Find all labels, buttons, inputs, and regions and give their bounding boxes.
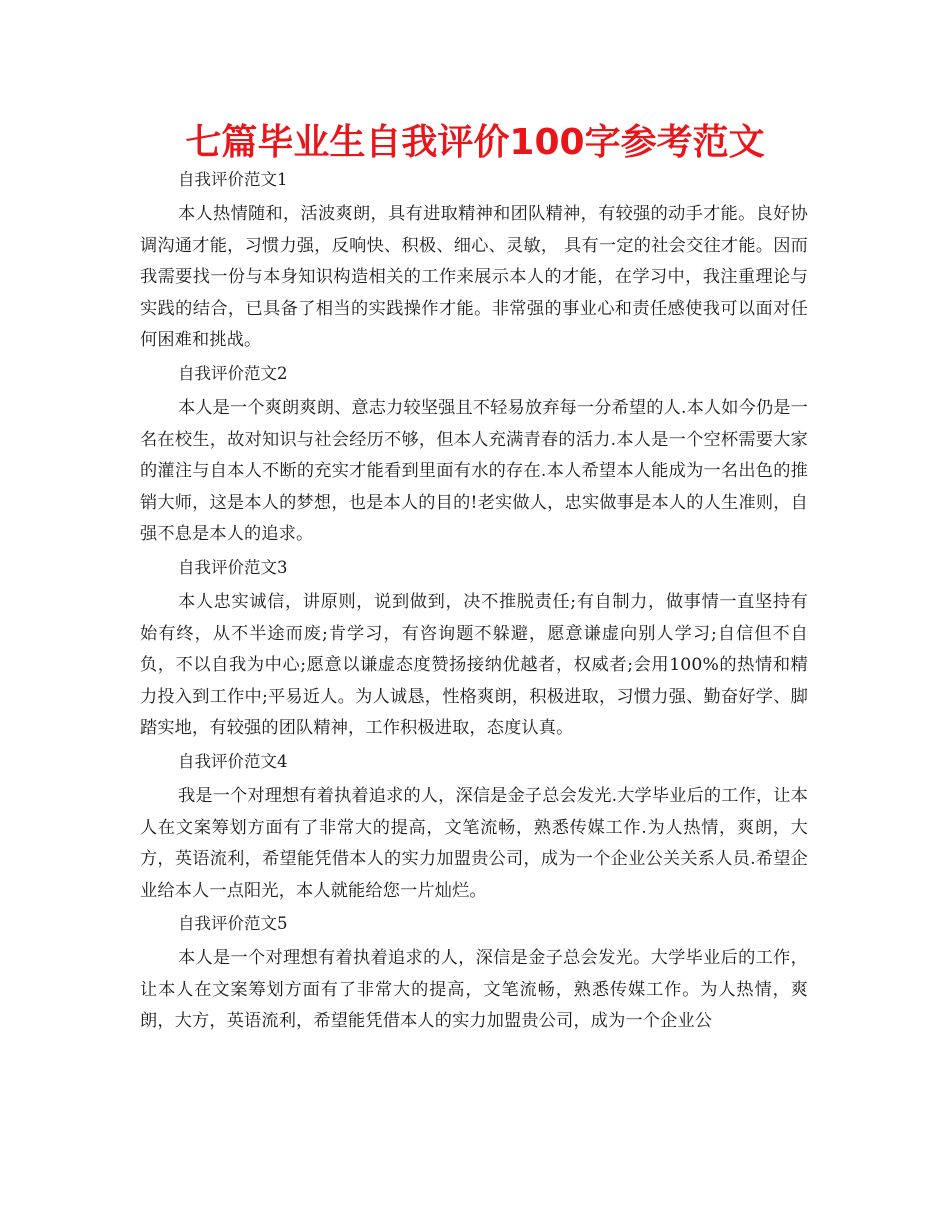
section-3 [140, 554, 808, 745]
section-heading: 自我评价范文1 [178, 170, 288, 189]
section-paragraph: 我是一个对理想有着执着追求的人，深信是金子总会发光.大学毕业后的工作，让本人在文案筹划方面有了非常大的提高，文笔流畅，熟悉传媒工作.为人热情，爽朗，大方，英语流利，希望能凭借本人的实力加盟贵公司，成为一个企业公关关系人员.希望企业给本人一点阳光，本人就能给您一片灿烂。 [140, 785, 808, 901]
section-heading: 自我评价范文3 [178, 557, 288, 577]
section-heading: 自我评价范文5 [178, 914, 288, 934]
section-5 [140, 910, 808, 1038]
section-heading: 自我评价范文2 [178, 363, 288, 383]
section-paragraph: 本人是一个爽朗爽朗、意志力较坚强且不轻易放弃每一分希望的人.本人如今仍是一名在校生，故对知识与社会经历不够，但本人充满青春的活力.本人是一个空杯需要大家的灌注与自本人不断的充实才能看到里面有水的存在.本人希望本人能成为一名出色的推销大师，这是本人的梦想，也是本人的目的!老实做人，忠实做事是本人的人生准则，自强不息是本人的追求。 [140, 397, 808, 545]
section-paragraph: 本人是一个对理想有着执着追求的人，深信是金子总会发光。大学毕业后的工作，让本人在文案筹划方面有了非常大的提高，文笔流畅，熟悉传媒工作。为人热情，爽朗，大方，英语流利，希望能凭借本人的实力加盟贵公司，成为一个企业公 [140, 948, 808, 1032]
section-4 [140, 748, 808, 907]
document-title: 七篇毕业生自我评价100字参考范文 [185, 122, 765, 163]
document-body [140, 166, 808, 1041]
section-paragraph: 本人热情随和，活波爽朗，具有进取精神和团队精神，有较强的动手才能。良好协调沟通才能，习惯力强，反响快、积极、细心、灵敏， 具有一定的社会交往才能。因而我需要找一份与本身知识构造相关的工作来展示本人的才能，在学习中，我注重理论与实践的结合，已具备了相当的实践操作才能。非常强的事业心和责任感使我可以面对任何困难和挑战。 [140, 204, 808, 351]
section-paragraph: 本人忠实诚信，讲原则，说到做到，决不推脱责任;有自制力，做事情一直坚持有始有终，从不半途而废;肯学习，有咨询题不躲避，愿意谦虚向别人学习;自信但不自负，不以自我为中心;愿意以谦虚态度赞扬接纳优越者，权威者;会用100%的热情和精力投入到工作中;平易近人。为人诚恳，性格爽朗，积极进取，习惯力强、勤奋好学、脚踏实地，有较强的团队精神，工作积极进取，态度认真。 [140, 591, 808, 739]
section-heading: 自我评价范文4 [178, 751, 288, 771]
section-2 [140, 360, 808, 551]
section-1 [140, 166, 808, 357]
